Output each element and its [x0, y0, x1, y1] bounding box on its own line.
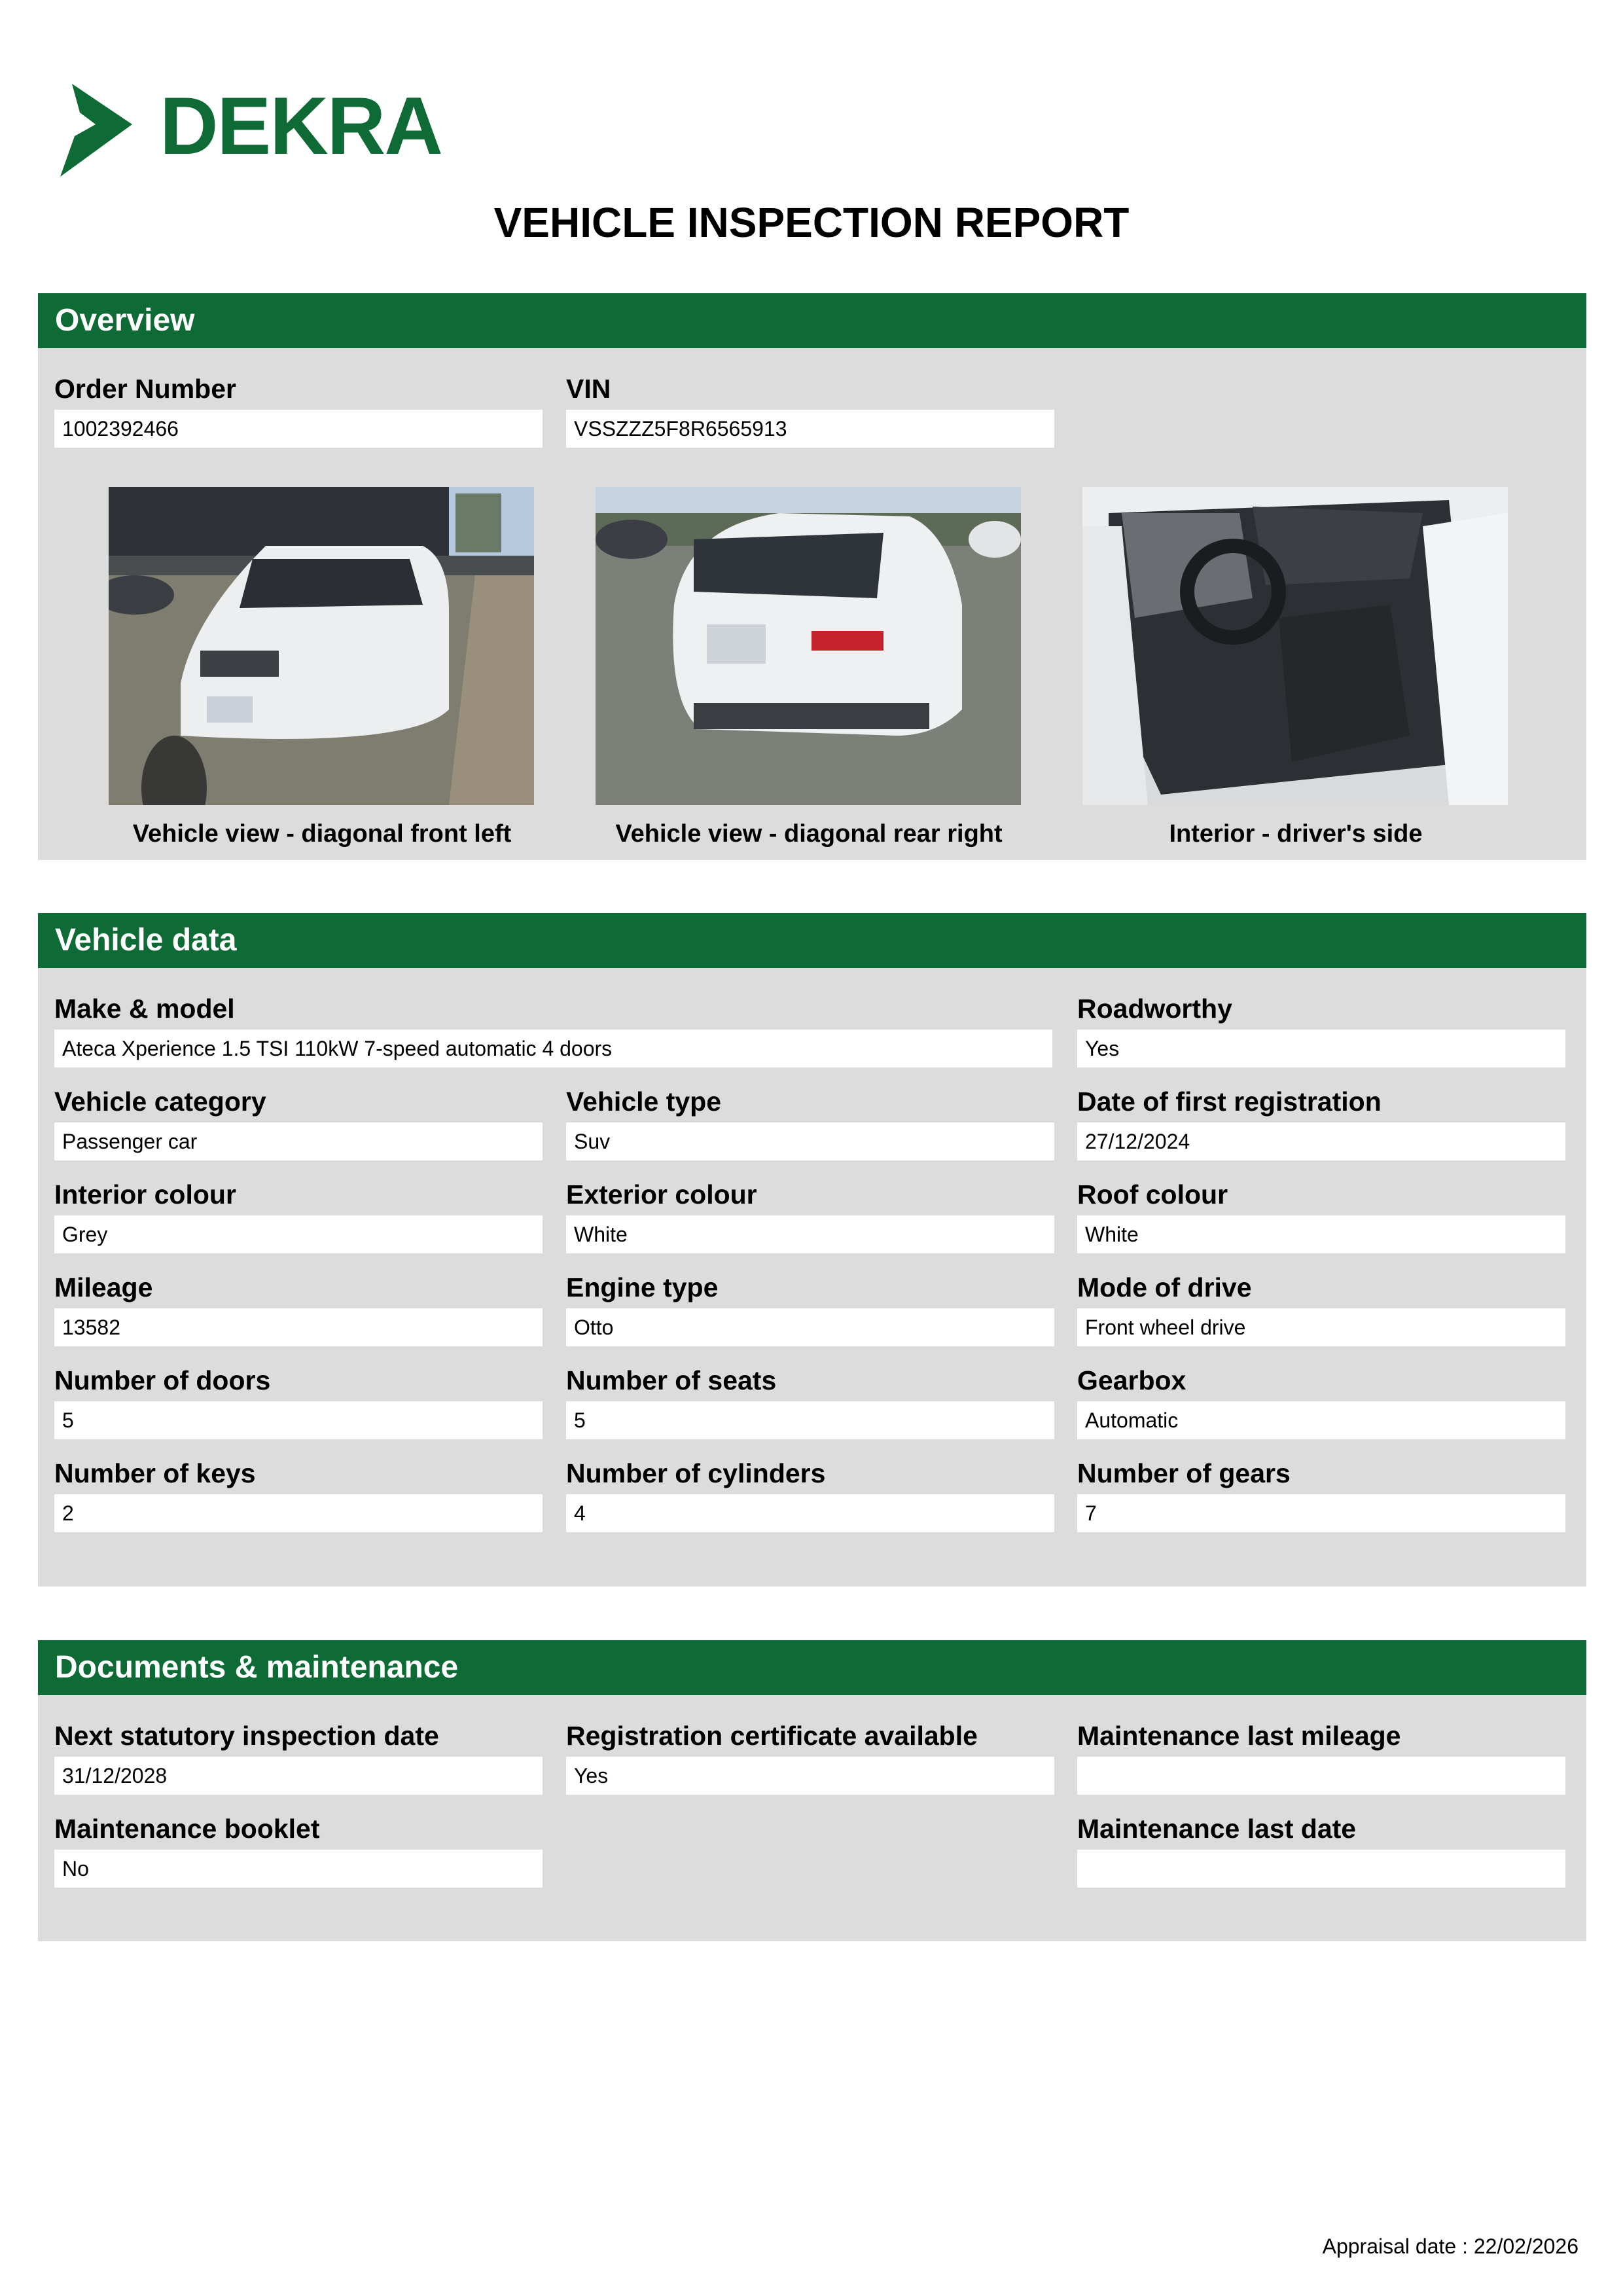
photo-interior-driver [1082, 487, 1508, 805]
field-label: Maintenance last date [1077, 1814, 1357, 1844]
overview-heading: Overview [38, 293, 1586, 348]
field-label: Date of first registration [1077, 1086, 1382, 1117]
field-label: Next statutory inspection date [54, 1721, 439, 1751]
field-label: Number of seats [566, 1365, 777, 1395]
photo-caption: Vehicle view - diagonal rear right [615, 820, 1003, 848]
field-label: Gearbox [1077, 1365, 1186, 1395]
registration-certificate-field [566, 1719, 1054, 1795]
field-value: 5 [54, 1401, 543, 1439]
first-registration-field [1077, 1085, 1565, 1160]
field-value: Suv [566, 1122, 1054, 1160]
engine-type-field [566, 1270, 1054, 1346]
overview-section [38, 293, 1586, 860]
maintenance-last-mileage-field [1077, 1719, 1565, 1795]
roadworthy-value: Yes [1077, 1030, 1565, 1067]
field-value: 5 [566, 1401, 1054, 1439]
field-label: Roof colour [1077, 1179, 1228, 1210]
field-label: Maintenance last mileage [1077, 1721, 1401, 1751]
field-value: Yes [566, 1757, 1054, 1795]
field-value: 7 [1077, 1494, 1565, 1532]
documents-maintenance-section [38, 1640, 1586, 1941]
field-value: 4 [566, 1494, 1054, 1532]
number-of-keys-field [54, 1456, 543, 1532]
photo-caption: Vehicle view - diagonal front left [132, 820, 512, 848]
field-value: Grey [54, 1215, 543, 1253]
field-value: 2 [54, 1494, 543, 1532]
field-label: Roadworthy [1077, 994, 1232, 1024]
field-label: Vehicle type [566, 1086, 722, 1117]
brand-name: DEKRA [160, 81, 442, 171]
field-label: Number of keys [54, 1458, 256, 1488]
dekra-logo-icon [60, 84, 139, 177]
report-title: VEHICLE INSPECTION REPORT [493, 199, 1130, 246]
field-label: Registration certificate available [566, 1721, 978, 1751]
field-value: Passenger car [54, 1122, 543, 1160]
field-label: Vehicle category [54, 1086, 266, 1117]
field-value: 13582 [54, 1308, 543, 1346]
field-value: Automatic [1077, 1401, 1565, 1439]
order-number-value: 1002392466 [54, 410, 543, 448]
field-value: 27/12/2024 [1077, 1122, 1565, 1160]
field-label: Order Number [54, 374, 236, 404]
maintenance-booklet-field [54, 1812, 543, 1888]
dekra-logo [60, 81, 442, 177]
roof-colour-field [1077, 1177, 1565, 1253]
field-label: Make & model [54, 994, 235, 1024]
photo-rear-right [596, 487, 1021, 805]
number-of-seats-field [566, 1363, 1054, 1439]
field-label: Engine type [566, 1272, 719, 1302]
gearbox-field [1077, 1363, 1565, 1439]
field-label: Mileage [54, 1272, 153, 1302]
vin-value: VSSZZZ5F8R6565913 [566, 410, 1054, 448]
field-label: Number of gears [1077, 1458, 1291, 1488]
field-label: Maintenance booklet [54, 1814, 320, 1844]
vehicle-data-section [38, 913, 1586, 1587]
vin-field [566, 372, 1054, 448]
field-label: Interior colour [54, 1179, 236, 1210]
make-model-value: Ateca Xperience 1.5 TSI 110kW 7-speed automatic 4 doors [54, 1030, 1052, 1067]
field-label: Number of doors [54, 1365, 271, 1395]
mode-of-drive-field [1077, 1270, 1565, 1346]
make-model-field [54, 992, 1052, 1067]
field-label: Number of cylinders [566, 1458, 826, 1488]
field-label: VIN [566, 374, 611, 404]
vehicle-type-field [566, 1085, 1054, 1160]
field-value: Otto [566, 1308, 1054, 1346]
field-value [1077, 1757, 1565, 1795]
documents-heading: Documents & maintenance [38, 1640, 1586, 1695]
number-of-gears-field [1077, 1456, 1565, 1532]
mileage-field [54, 1270, 543, 1346]
number-of-cylinders-field [566, 1456, 1054, 1532]
appraisal-date: Appraisal date : 22/02/2026 [1322, 2234, 1578, 2258]
maintenance-last-date-field [1077, 1812, 1565, 1888]
order-number-field [54, 372, 543, 448]
roadworthy-field [1077, 992, 1565, 1067]
field-value: White [1077, 1215, 1565, 1253]
field-value: Front wheel drive [1077, 1308, 1565, 1346]
field-label: Exterior colour [566, 1179, 757, 1210]
photo-front-left [109, 487, 534, 805]
field-value [1077, 1850, 1565, 1888]
vehicle-data-heading: Vehicle data [38, 913, 1586, 968]
field-value: No [54, 1850, 543, 1888]
next-inspection-field [54, 1719, 543, 1795]
field-value: White [566, 1215, 1054, 1253]
photo-caption: Interior - driver's side [1169, 820, 1423, 848]
field-label: Mode of drive [1077, 1272, 1252, 1302]
exterior-colour-field [566, 1177, 1054, 1253]
interior-colour-field [54, 1177, 543, 1253]
field-value: 31/12/2028 [54, 1757, 543, 1795]
vehicle-category-field [54, 1085, 543, 1160]
number-of-doors-field [54, 1363, 543, 1439]
